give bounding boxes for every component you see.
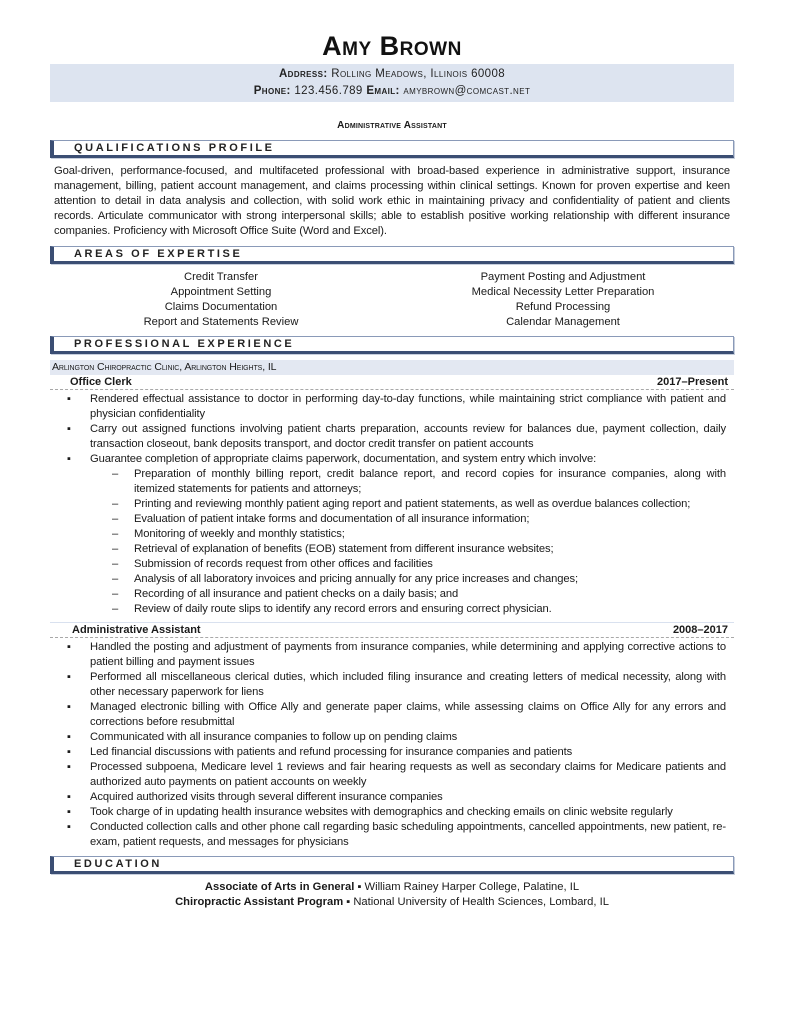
sub-bullet-item: – Submission of records request from other offices and facilities bbox=[90, 557, 726, 572]
section-header-expertise bbox=[50, 246, 734, 264]
bullet-item: ▪ Took charge of in updating health insurance websites with demographics and checking emails on clinic website regularly bbox=[50, 805, 734, 820]
expertise-item: Payment Posting and Adjustment bbox=[480, 271, 646, 283]
role-bullets bbox=[50, 640, 734, 850]
expertise-list bbox=[50, 270, 734, 330]
section-header-qualifications bbox=[50, 140, 734, 158]
section-title: QUALIFICATIONS PROFILE bbox=[74, 142, 275, 154]
resume-page bbox=[50, 0, 734, 910]
education-item bbox=[50, 880, 734, 895]
candidate-name: Amy Brown bbox=[322, 31, 462, 61]
school: National University of Health Sciences, Lombard, IL bbox=[353, 896, 609, 908]
address-label: Address: bbox=[278, 68, 328, 80]
bullet-text: Guarantee completion of appropriate claims paperwork, documentation, and system entry which involve: bbox=[90, 453, 597, 465]
bullet-item: ▪ Managed electronic billing with Office Ally and generate paper claims, while assessing claims on Office Ally for any errors and corrections before resubmittal bbox=[50, 700, 734, 730]
role-bullets bbox=[50, 392, 734, 617]
phone-email-line bbox=[50, 83, 734, 100]
section-header-education bbox=[50, 856, 734, 874]
education-item bbox=[50, 895, 734, 910]
expertise-item: Claims Documentation bbox=[164, 301, 278, 313]
phone-label: Phone: bbox=[253, 85, 291, 97]
degree: Associate of Arts in General bbox=[204, 881, 355, 893]
role-dates: 2008–2017 bbox=[672, 624, 728, 636]
education-list bbox=[50, 880, 734, 910]
bullet-item: ▪ Communicated with all insurance companies to follow up on pending claims bbox=[50, 730, 734, 745]
expertise-item: Appointment Setting bbox=[170, 286, 272, 298]
address-line bbox=[50, 66, 734, 83]
bullet-item: ▪ Processed subpoena, Medicare level 1 reviews and fair hearing requests as well as secondary claims for Medicare patients and authorized auto payments on patient accounts on weekly bbox=[50, 760, 734, 790]
sub-bullet-item: – Review of daily route slips to identify any record errors and ensuring correct physician. bbox=[90, 602, 726, 617]
bullet-item: ▪ Led financial discussions with patients and refund processing for insurance companies and patients bbox=[50, 745, 734, 760]
role-header bbox=[50, 622, 734, 638]
bullet-item: ▪ Carry out assigned functions involving patient charts preparation, accounts review for balances due, payment collection, daily transaction closeout, bank deposits transport, and doctor credit transfer on patient accounts bbox=[50, 422, 734, 452]
school: William Rainey Harper College, Palatine, IL bbox=[364, 881, 580, 893]
email-label: Email: bbox=[366, 85, 400, 97]
sub-bullet-item: – Evaluation of patient intake forms and documentation of all insurance information; bbox=[90, 512, 726, 527]
contact-info bbox=[50, 64, 734, 102]
section-title: EDUCATION bbox=[74, 858, 162, 870]
expertise-item: Refund Processing bbox=[515, 301, 611, 313]
role-dates: 2017–Present bbox=[657, 376, 728, 388]
qualifications-summary: Goal-driven, performance-focused, and multifaceted professional with broad-based experience in administrative support, insurance management, billing, patient account management, and claims processing within clinical settings. Known for proven expertise and keen attention to detail in data analysis and collection, with solid work ethic in maintaining privacy and confidentiality of patient and clients records. Articulate communicator with strong interpersonal skills; able to establish positive working relationship with different insurance companies. Proficiency with Microsoft Office Suite (Word and Excel). bbox=[54, 165, 730, 237]
expertise-column-left bbox=[50, 270, 392, 330]
bullet-item: ▪ Rendered effectual assistance to doctor in performing day-to-day functions, while maintaining strict compliance with patient and physician confidentiality bbox=[50, 392, 734, 422]
expertise-item: Medical Necessity Letter Preparation bbox=[471, 286, 655, 298]
sub-bullet-item: – Recording of all insurance and patient checks on a daily basis; and bbox=[90, 587, 726, 602]
section-title: AREAS OF EXPERTISE bbox=[74, 248, 243, 260]
sub-bullets bbox=[90, 467, 726, 617]
section-header-experience bbox=[50, 336, 734, 354]
expertise-item: Calendar Management bbox=[506, 316, 620, 328]
email-value: amybrown@comcast.net bbox=[403, 85, 531, 97]
bullet-item: ▪ Performed all miscellaneous clerical duties, which included filing insurance and creating letters of medical necessity, along with other necessary paperwork for liens bbox=[50, 670, 734, 700]
role-title: Office Clerk bbox=[70, 376, 132, 388]
phone-value: 123.456.789 bbox=[294, 85, 363, 97]
separator-icon: ▪ bbox=[343, 896, 354, 908]
expertise-item: Report and Statements Review bbox=[143, 316, 299, 328]
employer-line: Arlington Chiropractic Clinic, Arlington Heights, IL bbox=[50, 360, 734, 375]
sub-bullet-item: – Monitoring of weekly and monthly statistics; bbox=[90, 527, 726, 542]
bullet-item: ▪ Conducted collection calls and other phone call regarding basic scheduling appointments, cancelled appointments, new patient, re-exam, patient requests, and messages for physicians bbox=[50, 820, 734, 850]
expertise-item: Credit Transfer bbox=[184, 271, 258, 283]
expertise-column-right bbox=[392, 270, 734, 330]
sub-bullet-item: – Analysis of all laboratory invoices and pricing annually for any price increases and changes; bbox=[90, 572, 726, 587]
bullet-item: ▪ Handled the posting and adjustment of payments from insurance companies, while determining and applying corrective actions to patient billing and payment issues bbox=[50, 640, 734, 670]
bullet-item: ▪ Acquired authorized visits through several different insurance companies bbox=[50, 790, 734, 805]
sub-bullet-item: – Preparation of monthly billing report, credit balance report, and record copies for insurance companies, along with itemized statements for patients and attorneys; bbox=[90, 467, 726, 497]
bullet-item bbox=[50, 452, 734, 617]
separator-icon: ▪ bbox=[354, 881, 365, 893]
address-value: Rolling Meadows, Illinois 60008 bbox=[331, 68, 506, 80]
sub-bullet-item: – Retrieval of explanation of benefits (EOB) statement from different insurance websites; bbox=[90, 542, 726, 557]
section-title: PROFESSIONAL EXPERIENCE bbox=[74, 338, 295, 350]
role-title: Administrative Assistant bbox=[72, 624, 201, 636]
role-header bbox=[50, 375, 734, 390]
sub-bullet-item: – Printing and reviewing monthly patient aging report and patient statements, as well as overdue balances collection; bbox=[90, 497, 726, 512]
target-job-title: Administrative Assistant bbox=[337, 120, 447, 131]
degree: Chiropractic Assistant Program bbox=[175, 896, 344, 908]
